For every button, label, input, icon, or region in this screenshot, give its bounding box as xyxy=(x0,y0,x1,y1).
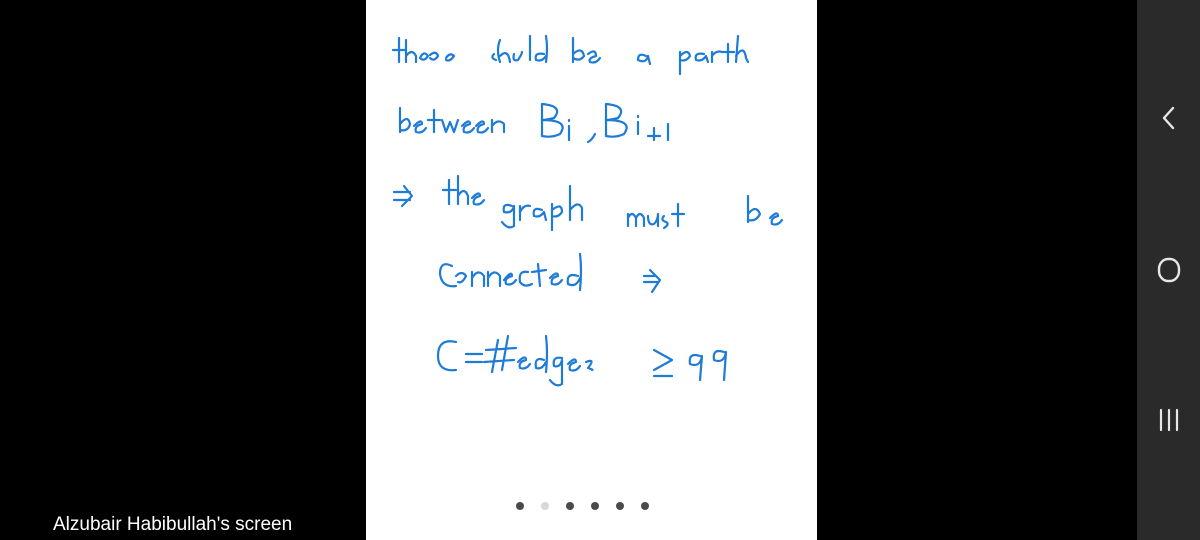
page-dot-active[interactable] xyxy=(541,502,549,510)
chevron-left-icon xyxy=(1158,105,1180,131)
page-dot[interactable] xyxy=(616,502,624,510)
handwritten-line-4 xyxy=(440,254,660,292)
handwriting xyxy=(366,0,817,540)
home-button[interactable] xyxy=(1137,240,1200,300)
back-button[interactable] xyxy=(1137,88,1200,148)
page-dot[interactable] xyxy=(591,502,599,510)
handwritten-line-5 xyxy=(438,336,726,385)
whiteboard-canvas[interactable] xyxy=(366,0,817,540)
screen-share-label: Alzubair Habibullah's screen xyxy=(53,514,293,535)
page-dot[interactable] xyxy=(516,502,524,510)
page-indicator xyxy=(516,502,649,510)
handwritten-line-1 xyxy=(393,36,748,74)
recent-apps-button[interactable] xyxy=(1137,390,1200,450)
page-dot[interactable] xyxy=(641,502,649,510)
recent-apps-icon xyxy=(1157,407,1181,433)
page-dot[interactable] xyxy=(566,502,574,510)
navigation-bar xyxy=(1137,0,1200,540)
home-circle-icon xyxy=(1155,256,1183,284)
handwritten-line-3 xyxy=(394,176,782,230)
handwritten-line-2 xyxy=(400,104,668,142)
